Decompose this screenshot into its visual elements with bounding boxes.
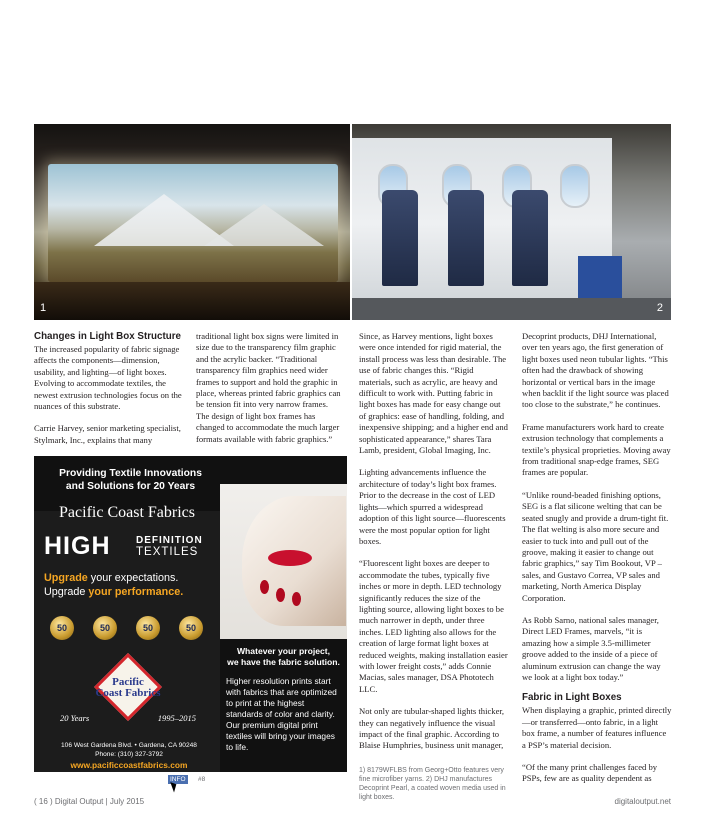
ad-brand-name: Pacific Coast Fabrics xyxy=(59,504,195,521)
ad-website-link[interactable]: www.pacificcoastfabrics.com xyxy=(70,760,188,770)
paragraph: Since, as Harvey mentions, light boxes were once intended for rigid material, the install process was less than desirable. The use of fabric changes this. “Rigid materials, such as acrylic, are heavy and difficult to work with. Putting fabric in light boxes has made for easy change out of graphics: ease of handling, folding, and inexpensive shipping; and a higher end and sophisticated appearance,” shares Tara Lamb, president, Global Imaging, Inc. xyxy=(359,331,508,456)
mountain-shape-2 xyxy=(204,204,324,246)
upgrade-word: Upgrade xyxy=(44,572,88,584)
photo-light-box-airplane xyxy=(352,124,671,320)
paragraph: When displaying a graphic, printed directly—or transferred—onto fabric, in a light box frame, a number of features influence a PSP’s material decision. xyxy=(522,705,672,750)
article-column-1 xyxy=(34,331,186,446)
award-badge-icon: 50 xyxy=(179,616,203,640)
paragraph: traditional light box signs were limited in size due to the transparency film graphic and the acrylic backer. “Traditional transparency film graphics need wider frames to support and hold the graphic in place, whereas printed fabric graphics can be tension fit into very narrow frames. The design of light box frames has changed to accommodate the much larger formats available with fabric graphics.” xyxy=(196,331,341,444)
paragraph: “Fluorescent light boxes are deeper to accommodate the tubes, typically five inches or more in depth. LED technology significantly reduces the size of the lighting source, allowing light boxes to be much narrower in depth, under three inches. LED lighting also allows for the creation of large format light boxes at reduced weights, making installation easier with lower freight costs,” adds Connie Macias, sales manager, DSA Phototech LLC. xyxy=(359,558,508,694)
seat xyxy=(512,190,548,286)
ad-phone: Phone: (310) 327-3792 xyxy=(95,751,163,758)
award-badge-icon: 50 xyxy=(50,616,74,640)
paragraph: Carrie Harvey, senior marketing specialist, Stylmark, Inc., explains that many xyxy=(34,423,181,445)
airplane-cabin-graphic xyxy=(352,138,612,310)
paragraph: “Unlike round-beaded finishing options, SEG is a flat silicone welting that can be seated snugly and provide a drum-tight fit. The flat welting is also more secure and easier to tuck into and pull out of the groove, making it easier to change out fabric graphics,” say Tim Bookout, VP – sales, and Gustavo Correa, VP sales and marketing, North America Display Corporation. xyxy=(522,489,669,603)
ad-upgrade-text xyxy=(44,571,183,599)
tagline-line: and Solutions for 20 Years xyxy=(65,481,196,492)
fingernail xyxy=(260,580,269,594)
paragraph: “Of the many print challenges faced by PSPs, few are as quality dependent as xyxy=(522,762,658,784)
award-badge-icon: 50 xyxy=(93,616,117,640)
title-line: Whatever your project, xyxy=(236,646,331,656)
info-number: #8 xyxy=(198,776,206,783)
pcf-logo xyxy=(58,661,198,725)
ad-address: 106 West Gardena Blvd. • Gardena, CA 90248 xyxy=(61,742,197,749)
ad-award-badges xyxy=(50,616,210,640)
section-heading: Fabric in Light Boxes xyxy=(522,692,622,704)
lips xyxy=(268,550,312,566)
logo-line: Pacific xyxy=(112,676,144,688)
seat xyxy=(382,190,418,286)
ad-textiles-text: TEXTILES xyxy=(136,546,199,558)
paragraph: Decoprint products, DHJ International, over ten years ago, the first generation of light boxes used neon tubular lights. “This often had the drawback of showing horizontal or vertical bars in the image when backlit if the light source was placed too close to the substrate,” he continues. xyxy=(522,331,669,410)
paragraph: The increased popularity of fabric signage affects the components—dimension, usability, and lighting—of light boxes. Evolving to accommodate textiles, the newest extrusion technologies focus on the nuances of this substrate. xyxy=(34,344,182,412)
title-line: we have the fabric solution. xyxy=(227,657,340,667)
photo-caption: 1) 8179WFLBS from Georg+Otto features very fine microfiber yarns. 2) DHJ manufactures Decoprint Pearl, a coated woven media used in light boxes. xyxy=(359,766,506,801)
logo-text xyxy=(58,677,198,699)
ad-right-body: Higher resolution prints start with fabrics that are optimized to print at the highest standards of color and clarity. Our premium digital print textiles will bring your images to life. xyxy=(226,676,337,752)
window xyxy=(560,164,590,208)
award-badge-icon: 50 xyxy=(136,616,160,640)
paragraph: Not only are tubular-shaped lights thicker, they can negatively influence the visual impact of the final graphic. According to Blaise Humphries, business unit manager, xyxy=(359,706,505,751)
photo-light-box-mountain xyxy=(34,124,350,320)
tagline-line: Providing Textile Innovations xyxy=(59,468,202,479)
logo-years xyxy=(60,713,196,723)
fingernail xyxy=(276,588,285,602)
fingernail xyxy=(292,592,301,606)
info-tag[interactable]: INFO xyxy=(170,776,186,783)
upgrade-rest: your expectations. xyxy=(87,572,179,584)
ad-right-title xyxy=(226,646,341,668)
paragraph: As Robb Sarno, national sales manager, Direct LED Frames, marvels, “it is amazing how a simple 3.5-millimeter groove added to the inside of a piece of aluminum extrusion can change the way we look at a light box today.” xyxy=(522,614,661,682)
section-heading: Changes in Light Box Structure xyxy=(34,331,181,342)
ad-high-text: HIGH xyxy=(44,532,111,560)
page-footer-left: ( 16 ) Digital Output | July 2015 xyxy=(34,797,145,806)
pacific-coast-fabrics-ad[interactable] xyxy=(34,456,347,772)
upgrade-bold: your performance. xyxy=(88,586,184,598)
article-column-2 xyxy=(196,331,342,445)
article-column-4 xyxy=(522,331,672,785)
logo-line: Coast Fabrics xyxy=(95,687,161,699)
logo-years-left: 20 Years xyxy=(60,713,90,723)
ad-definition-text: DEFINITION xyxy=(136,535,203,546)
seat xyxy=(448,190,484,286)
ad-model-photo xyxy=(220,484,347,639)
article-column-3 xyxy=(359,331,508,802)
page-footer-right[interactable]: digitaloutput.net xyxy=(614,797,671,806)
logo-years-right: 1995–2015 xyxy=(157,713,196,723)
paragraph: Frame manufacturers work hard to create extrusion technology that complements a textile’s physical proprieties. Moving away from traditional snap-edge frames, SEG frames are popular. xyxy=(522,421,671,478)
photo-number-2: 2 xyxy=(656,302,663,314)
ad-right-panel xyxy=(220,639,347,772)
floor xyxy=(34,282,350,320)
photo-number-1: 1 xyxy=(40,302,47,314)
upgrade-pre: Upgrade xyxy=(44,586,89,598)
paragraph: Lighting advancements influence the architecture of today’s light box frames. Prior to the decrease in the cost of LED lights—which spurred a widespread adoption of this light source—fluorescents were the most popular option for light boxes. xyxy=(359,467,506,546)
floor xyxy=(352,298,671,320)
